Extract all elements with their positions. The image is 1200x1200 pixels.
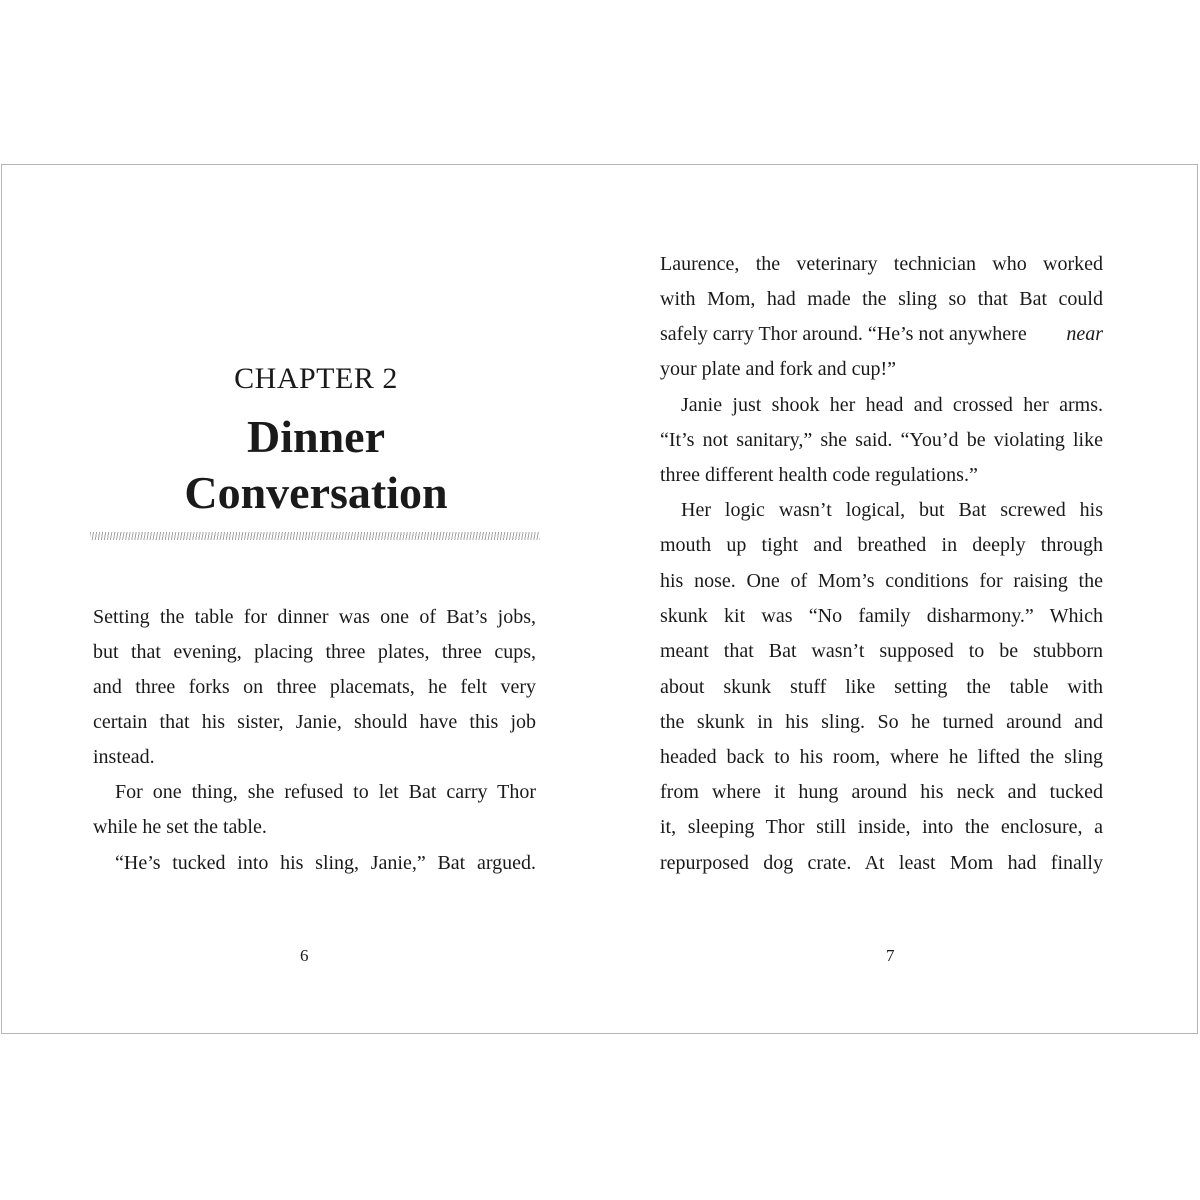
text-line-with-emphasis (660, 322, 1103, 346)
text-line: about skunk stuff like setting the table with (660, 676, 1103, 698)
text-line: “It’s not sanitary,” she said. “You’d be violating like (660, 429, 1103, 451)
text-line: instead. (93, 746, 155, 768)
text-line: three different health code regulations.” (660, 464, 978, 486)
text-line: repurposed dog crate. At least Mom had finally (660, 852, 1103, 874)
text-line: “He’s tucked into his sling, Janie,” Bat argued. (115, 852, 536, 874)
text-line: but that evening, placing three plates, three cups, (93, 641, 536, 663)
text-line: mouth up tight and breathed in deeply through (660, 534, 1103, 556)
chapter-title-line2: Conversation (184, 467, 448, 518)
text-line: headed back to his room, where he lifted the sling (660, 746, 1103, 768)
text-line: the skunk in his sling. So he turned around and (660, 711, 1103, 733)
text-line: while he set the table. (93, 816, 267, 838)
text-line: your plate and fork and cup!” (660, 358, 897, 380)
chapter-label: CHAPTER 2 (234, 362, 398, 395)
text-line: skunk kit was “No family disharmony.” Which (660, 605, 1103, 627)
text-fragment: safely carry Thor around. “He’s not anywhere (660, 323, 1032, 345)
text-line: it, sleeping Thor still inside, into the enclosure, a (660, 816, 1103, 838)
text-line: his nose. One of Mom’s conditions for raising the (660, 570, 1103, 592)
text-line: Laurence, the veterinary technician who worked (660, 253, 1103, 275)
text-line: and three forks on three placemats, he felt very (93, 676, 536, 698)
text-line: For one thing, she refused to let Bat carry Thor (115, 781, 536, 803)
text-line: with Mom, had made the sling so that Bat could (660, 288, 1103, 310)
text-line: certain that his sister, Janie, should have this job (93, 711, 536, 733)
emphasis-word: near (1066, 323, 1103, 345)
chapter-title-line1: Dinner (247, 411, 385, 462)
text-line: Her logic wasn’t logical, but Bat screwed his (681, 499, 1103, 521)
text-line: Janie just shook her head and crossed her arms. (681, 394, 1103, 416)
text-line: from where it hung around his neck and tucked (660, 781, 1103, 803)
text-line: Setting the table for dinner was one of Bat’s jobs, (93, 606, 536, 628)
page-number: 6 (300, 946, 309, 965)
page-number: 7 (886, 946, 895, 965)
text-line: meant that Bat wasn’t supposed to be stubborn (660, 640, 1103, 662)
decorative-rule (90, 532, 540, 540)
